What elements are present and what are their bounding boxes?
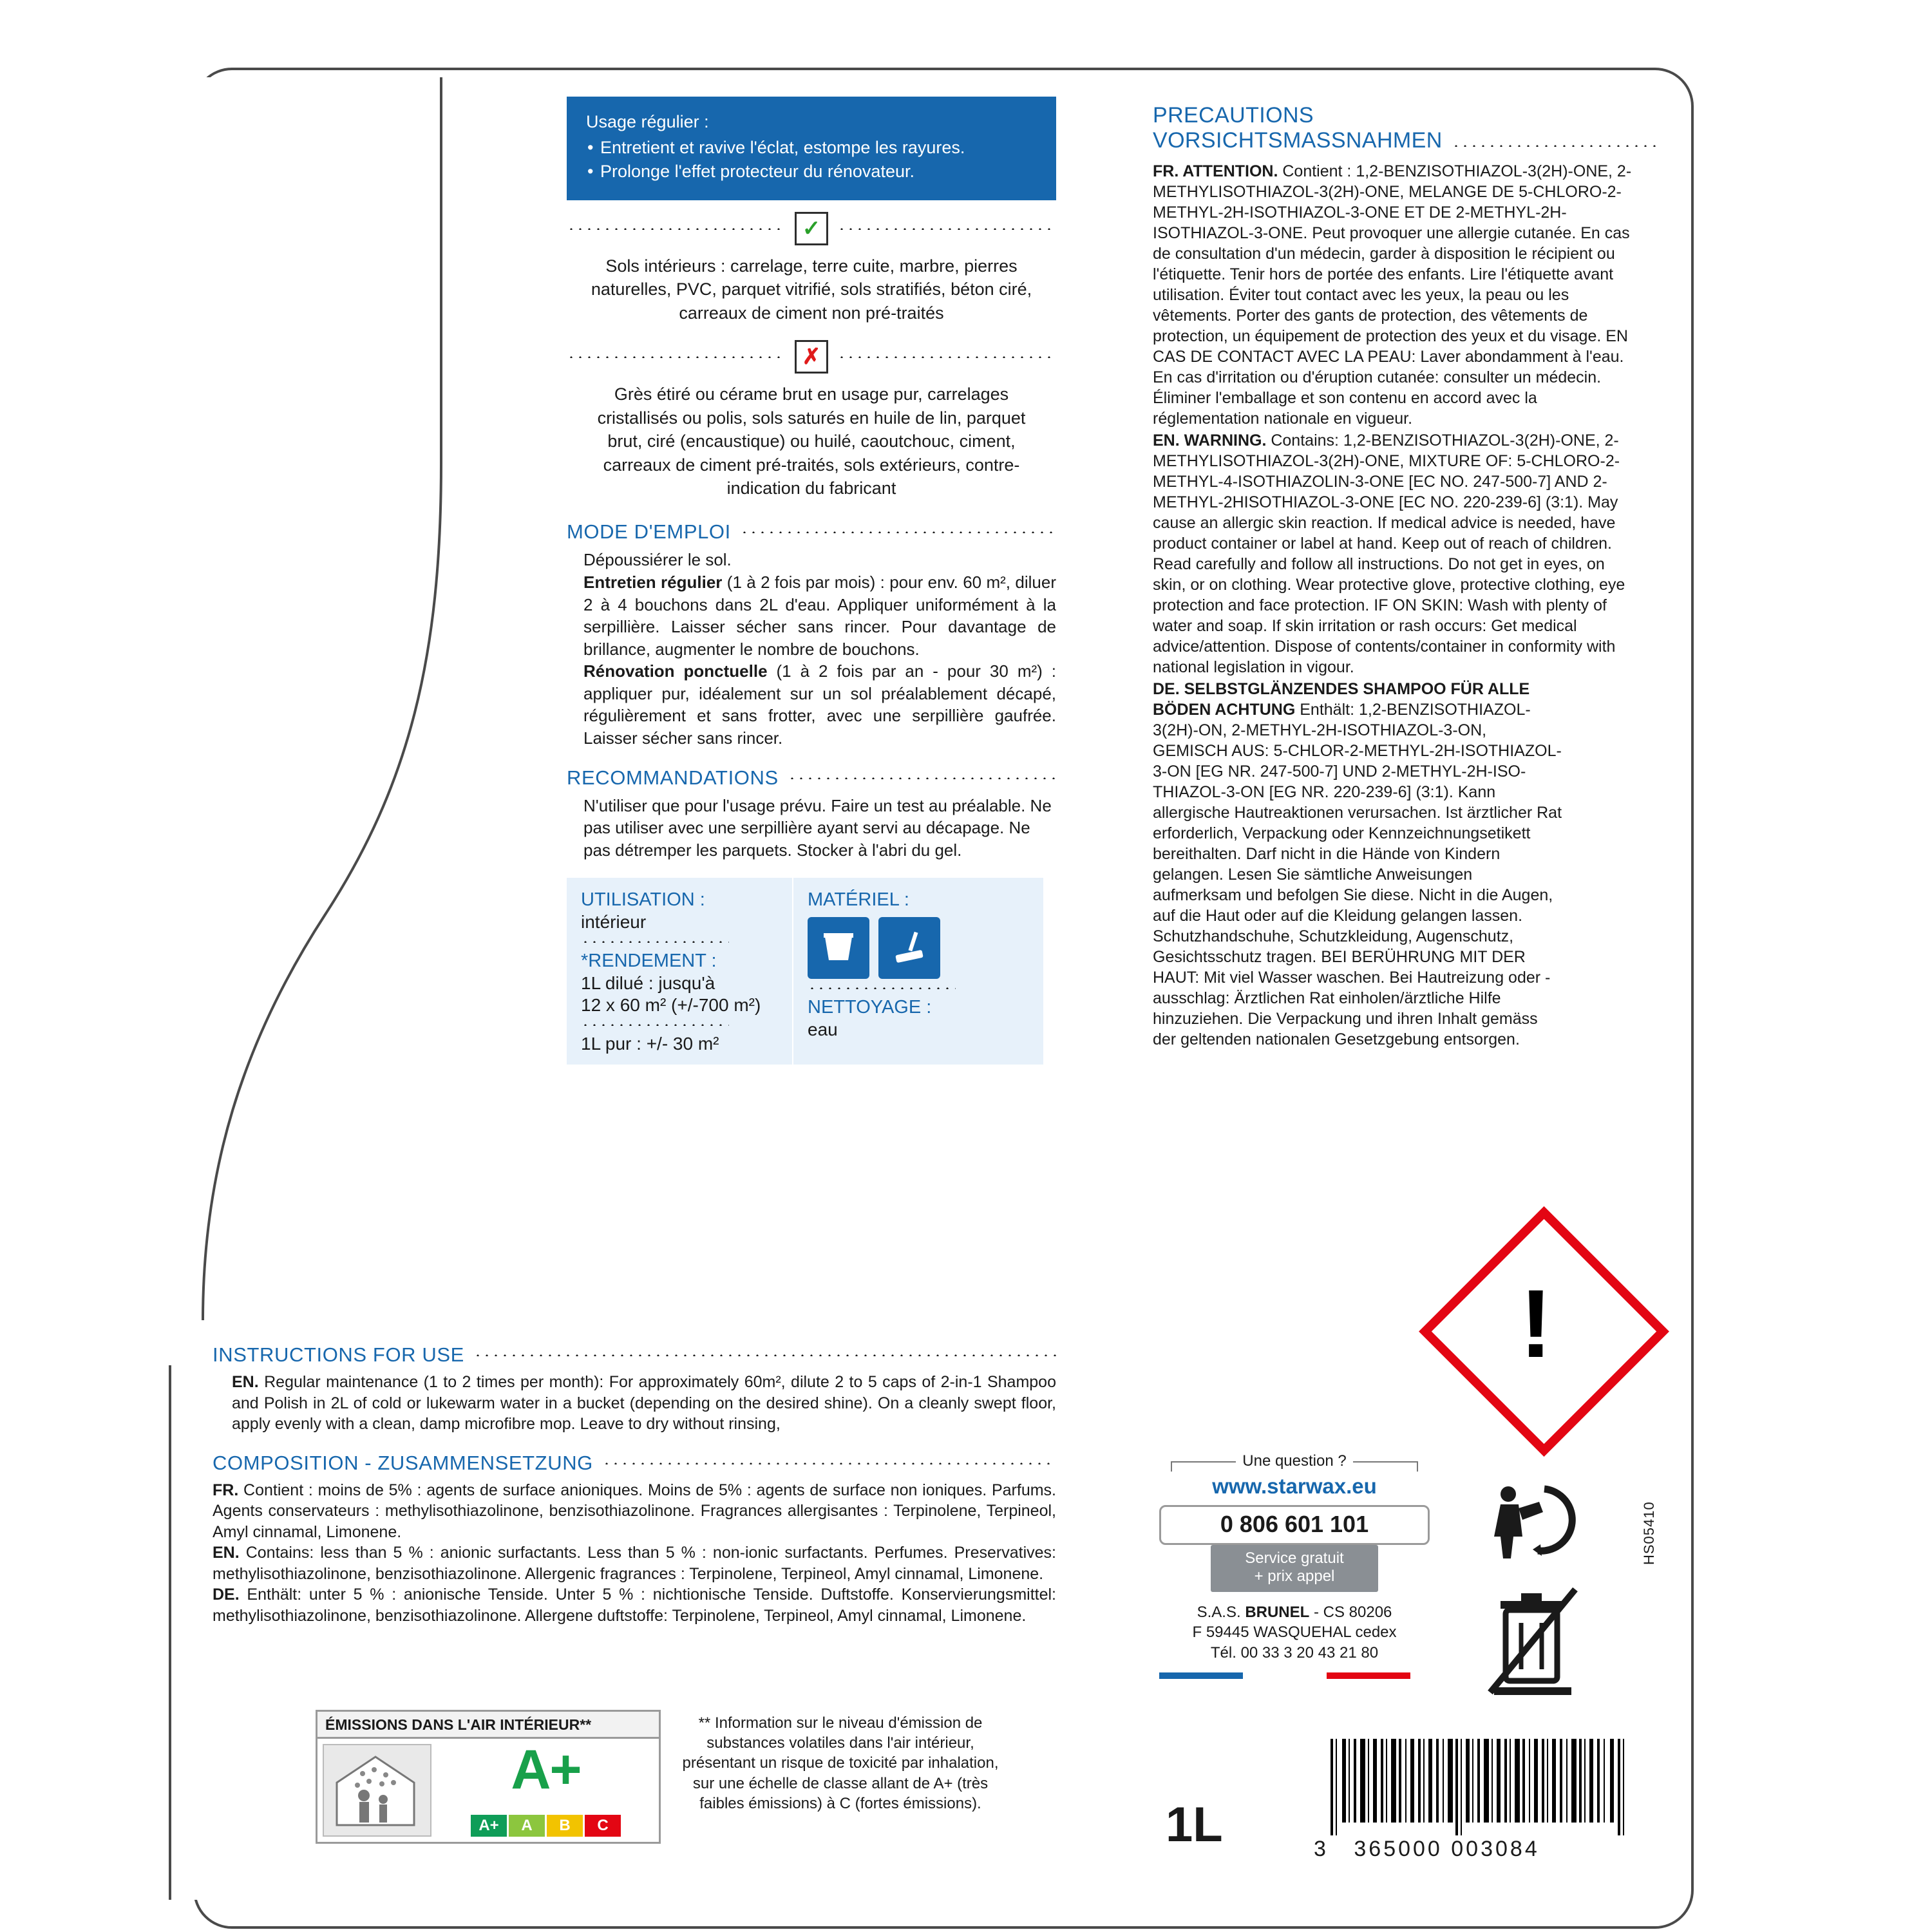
regular-use-list xyxy=(586,137,1038,184)
dotted-line xyxy=(567,355,786,358)
dotted-line xyxy=(808,987,956,989)
mode-demploi-renovation xyxy=(567,660,1056,749)
rendement-label: *RENDEMENT : xyxy=(581,951,717,972)
dotted-line xyxy=(740,531,1056,533)
recommandations-text: N'utiliser que pour l'usage prévu. Faire un test au préalable. Ne pas utiliser avec une serpillière ayant servi au décapage. Ne pas détremper les parquets. Stocker à l'abri du gel. xyxy=(583,795,1052,860)
precautions-de-label: DE. SELBSTGLÄNZENDES SHAMPOO FÜR ALLE BÖDEN ACHTUNG xyxy=(1153,680,1530,719)
composition-en-text: Contains: less than 5 % : anionic surfactants. Less than 5 % : non-ionic surfactants. Perfumes. Preservatives: methylisothiazolinone, benzisothiazolinone. Allergenic fragrances : Terpinolene, Terpineol, Amyl cinnamal, Limonene. xyxy=(213,1544,1056,1583)
recycling-person-icon xyxy=(1468,1475,1604,1575)
rendement-value-1: 1L dilué : jusqu'à xyxy=(581,973,715,994)
composition-de xyxy=(213,1584,1056,1626)
flag-red xyxy=(1327,1672,1410,1679)
label-notch-edge xyxy=(169,1320,198,1900)
internal-code: HS05410 xyxy=(1641,1501,1657,1565)
flag-white xyxy=(1243,1672,1327,1679)
precautions-fr-text: Contient : 1,2-BENZISOTHIAZOL-3(2H)-ONE, 2-METHYLISOTHIAZOL-3(2H)-ONE, MELANGE DE 5-CHLORO-2-METHYL-2H-ISOTHIAZOL-3-ONE ET DE 2-METHYL-2H-ISOTHIAZOL-3-ONE. Peut provoquer une allergie cutanée. En cas de consultation d'un médecin, garder à disposition le récipient ou l'étiquette. Tenir hors de portée des enfants. Lire l'étiquette avant utilisation. Éviter tout contact avec les yeux, la peau ou les vêtements. Porter des gants de protection, des vêtements de protection, un équipement de protection des yeux et du visage. EN CAS DE CONTACT AVEC LA PEAU: Laver abondamment à l'eau. En cas d'irritation ou d'éruption cutanée: consulter un médecin. Éliminer l'emballage et son contenu en accord avec la réglementation nationale en vigueur. xyxy=(1153,162,1632,428)
instructions-body: Regular maintenance (1 to 2 times per month): For approximately 60m², dilute 2 to 5 caps of 2-in-1 Shampoo and Polish in 2L of cold or lukewarm water in a bucket (depending on the desired shine). On a cleanly swept floor, apply evenly with a clean, damp microfibre mop. Leave to dry without rinsing, xyxy=(232,1373,1056,1433)
barcode-digits: 365000 003084 xyxy=(1354,1837,1540,1861)
crossed-out-wheelie-bin-icon xyxy=(1481,1584,1591,1703)
dotted-line xyxy=(567,227,786,230)
check-icon: ✓ xyxy=(795,212,828,245)
dotted-line xyxy=(837,227,1056,230)
list-item: • Entretient et ravive l'éclat, estompe les rayures. xyxy=(586,137,1038,160)
recommandations-heading xyxy=(567,766,1056,790)
precautions-heading xyxy=(1153,103,1662,153)
scale-item: B xyxy=(547,1815,583,1837)
nettoyage-label: NETTOYAGE : xyxy=(808,997,932,1018)
list-item: • Prolonge l'effet protecteur du rénovateur. xyxy=(586,160,1038,184)
rendement-value-2: 12 x 60 m² (+/-700 m²) xyxy=(581,995,761,1016)
flag-bar xyxy=(1159,1672,1430,1679)
instructions-lang-label: EN. xyxy=(232,1373,259,1391)
emissions-note: ** Information sur le niveau d'émission de substances volatiles dans l'air intérieur, présentant un risque de toxicité par inhalation, sur une échelle de classe allant de A+ (très faibles émissions) à C (fortes émissions). xyxy=(682,1714,999,1812)
address-line: F 59445 WASQUEHAL cedex xyxy=(1192,1624,1397,1642)
regular-use-title: Usage régulier : xyxy=(586,112,709,131)
cross-icon: ✗ xyxy=(795,340,828,374)
emissions-grades xyxy=(431,1739,654,1837)
phone-number: 0 806 601 101 xyxy=(1159,1505,1430,1545)
scale-item: A xyxy=(509,1815,545,1837)
bucket-icon xyxy=(808,917,869,979)
tel-line: Tél. 00 33 3 20 43 21 80 xyxy=(1210,1643,1379,1662)
house-icon xyxy=(323,1744,431,1837)
precautions-fr xyxy=(1153,161,1642,429)
precautions-en xyxy=(1153,430,1642,677)
rendement-value-3: 1L pur : +/- 30 m² xyxy=(581,1034,719,1054)
instructions-text xyxy=(213,1372,1056,1435)
section-title: COMPOSITION - ZUSAMMENSETZUNG xyxy=(213,1451,593,1474)
dotted-line xyxy=(788,777,1056,779)
dotted-line xyxy=(581,940,729,943)
phone-note-line2: + prix appel xyxy=(1254,1567,1335,1586)
scale-item: A+ xyxy=(471,1815,507,1837)
section-title: INSTRUCTIONS FOR USE xyxy=(213,1343,464,1366)
phone-note xyxy=(1211,1545,1378,1592)
emissions-scale xyxy=(471,1815,621,1837)
bottom-sections xyxy=(213,1327,1056,1626)
dotted-line xyxy=(602,1462,1056,1464)
composition-en xyxy=(213,1542,1056,1584)
composition-de-text: Enthält: unter 5 % : anionische Tenside. Unter 5 % : nichtionische Tenside. Duftstoffe. Konservierungsmittel: methylisothiazolinone, benzisothiazolinone. Allergene duftstoffe: Terpinolene, Terpineol, Amyl cinnamal, Limonene. xyxy=(213,1586,1056,1625)
precautions-en-text: Contains: 1,2-BENZISOTHIAZOL-3(2H)-ONE, 2-METHYLISOTHIAZOL-3(2H)-ONE, MIXTURE OF: 5-CHLORO-2-METHYL-4-ISOTHIAZOLIN-3-ONE [EC NO. 247-500-7] AND 2-METHYL-2HISOTHIAZOL-3-ONE [EC NO. 220-239-6] (3:1). May cause an allergic skin reaction. If medical advice is needed, have product container or label at hand. Keep out of reach of children. Read carefully and follow all instructions. Do not get in eyes, on skin, or on clothing. Wear protective glove, protective clothing, eye protection and face protection. IF ON SKIN: Wash with plenty of water and soap. If skin irritation or rash occurs: Get medical advice/attention. Dispose of contents/container in conformity with national legislation in vigour. xyxy=(1153,431,1625,677)
materiel-icons xyxy=(808,917,1032,979)
instructions-heading xyxy=(213,1343,1056,1367)
nettoyage-value: eau xyxy=(808,1019,838,1040)
usage-info-panel xyxy=(567,878,1043,1065)
flag-blue xyxy=(1159,1672,1243,1679)
section-title: MODE D'EMPLOI xyxy=(567,520,731,544)
regular-use-box xyxy=(567,97,1056,200)
precautions-de-text: Enthält: 1,2-BENZISOTHIAZOL-3(2H)-ON, 2-METHYL-2H-ISOTHIAZOL-3-ON, GEMISCH AUS: 5-CHLOR-2-METHYL-2H-ISOTHIAZOL-3-ON [EG NR. 247-500-7] UND 2-METHYL-2H-ISO-THIAZOL-3-ON [EG NR. 220-239-6] (3:1). Kann allergische Hautreaktionen verursachen. Ist ärztlicher Rat erforderlich, Verpackung oder Kennzeichnungsetikett bereithalten. Darf nicht in die Hände von Kindern gelangen. Lesen Sie sämtliche Anweisungen aufmerksam und befolgen Sie diese. Nicht in die Augen, auf die Haut oder auf die Kleidung gelangen lassen. Schutzhandschuhe, Schutzkleidung, Augenschutz, Gesichtsschutz tragen. BEI BERÜHRUNG MIT DER HAUT: Mit viel Wasser waschen. Bei Hautreizung oder -ausschlag: Ärztlichen Rat einholen/ärztliche Hilfe hinzuziehen. Die Verpackung und ihren Inhalt gemäss der geltenden nationalen Gesetzgebung entsorgen. xyxy=(1153,701,1562,1049)
suitable-surfaces-text: Sols intérieurs : carrelage, terre cuite, marbre, pierres naturelles, PVC, parquet vitrifié, sols stratifiés, béton ciré, carreaux de ciment non pré-traités xyxy=(591,256,1032,323)
emissions-label xyxy=(316,1710,661,1844)
composition-heading xyxy=(213,1452,1056,1475)
emissions-grade: A+ xyxy=(511,1739,581,1801)
unsuitable-divider xyxy=(567,340,1056,374)
question-line xyxy=(1159,1452,1430,1472)
exclamation-mark-icon: ! xyxy=(1520,1269,1552,1378)
precautions-title-de: VORSICHTSMASSNAHMEN xyxy=(1153,128,1443,153)
usage-info-right xyxy=(792,878,1043,1065)
precautions-body xyxy=(1153,161,1642,1050)
phone-note-line1: Service gratuit xyxy=(1245,1549,1344,1567)
section-title: RECOMMANDATIONS xyxy=(567,766,779,789)
label-left-curve xyxy=(164,77,615,1365)
composition-fr-label: FR. xyxy=(213,1481,239,1499)
right-column xyxy=(1153,103,1662,1051)
precautions-title xyxy=(1153,103,1443,153)
mode-demploi-regular xyxy=(567,571,1056,660)
precautions-fr-label: FR. ATTENTION. xyxy=(1153,162,1278,181)
mode-demploi-renovation-label: Rénovation ponctuelle xyxy=(583,661,768,681)
mode-demploi-regular-label: Entretien régulier xyxy=(583,572,723,592)
company-line xyxy=(1159,1602,1430,1623)
precautions-title-fr: PRECAUTIONS xyxy=(1153,103,1314,128)
utilisation-value: intérieur xyxy=(581,912,647,933)
composition-en-label: EN. xyxy=(213,1544,240,1562)
emissions-title: ÉMISSIONS DANS L'AIR INTÉRIEUR** xyxy=(325,1716,592,1733)
dotted-line xyxy=(837,355,1056,358)
emissions-body xyxy=(317,1737,659,1842)
composition-fr-text: Contient : moins de 5% : agents de surface anioniques. Moins de 5% : agents de surface non ioniques. Parfums. Agents conservateurs : methylisothiazolinone, benzisothiazolinone. Fragrances allergisantes : Terpinolene, Terpineol, Amyl cinnamal, Limonene. xyxy=(213,1481,1056,1541)
left-column xyxy=(567,97,1056,1065)
volume-label: 1L xyxy=(1166,1797,1223,1852)
company-suffix: - CS 80206 xyxy=(1309,1603,1392,1621)
unsuitable-surfaces-text: Grès étiré ou cérame brut en usage pur, carrelages cristallisés ou polis, sols saturés en huile de lin, parquet brut, ciré (encaustique) ou huilé, caoutchouc, ciment, carreaux de ciment pré-traités, sols extérieurs, contre-indication du fabricant xyxy=(597,384,1026,498)
mode-demploi-renovation-text: (1 à 2 fois par an - pour 30 m²) : appliquer pur, idéalement sur un sol préalablement décapé, régulièrement et sans frotter, avec une serpillière gaufrée. Laisser sécher sans rincer. xyxy=(583,661,1056,748)
dotted-line xyxy=(473,1354,1056,1356)
ghs-pictogram xyxy=(1423,1211,1649,1436)
composition-de-label: DE. xyxy=(213,1586,240,1604)
question-label: Une question ? xyxy=(1236,1452,1352,1470)
scale-item: C xyxy=(585,1815,621,1837)
dotted-line xyxy=(581,1023,729,1026)
barcode-lead-digit: 3 xyxy=(1314,1837,1329,1861)
mode-demploi-heading xyxy=(567,520,1056,544)
precautions-de xyxy=(1153,679,1565,1050)
usage-info-left xyxy=(567,878,792,1065)
precautions-en-label: EN. WARNING. xyxy=(1153,431,1267,450)
dotted-line xyxy=(1452,144,1662,147)
materiel-label: MATÉRIEL : xyxy=(808,889,909,911)
company-address xyxy=(1159,1602,1430,1663)
composition-fr xyxy=(213,1480,1056,1543)
barcode-number xyxy=(1314,1837,1649,1862)
website-link[interactable]: www.starwax.eu xyxy=(1212,1474,1377,1498)
mode-demploi-intro: Dépoussiérer le sol. xyxy=(583,550,732,570)
mode-demploi-regular-text: (1 à 2 fois par mois) : pour env. 60 m², diluer 2 à 4 bouchons dans 2L d'eau. Appliquer uniformément à la serpillière. Laisser sécher sans rincer. Pour davantage de brillance, augmenter le nombre de bouchons. xyxy=(583,572,1056,659)
company-name: BRUNEL xyxy=(1245,1603,1310,1621)
utilisation-label: UTILISATION : xyxy=(581,889,705,911)
suitable-divider xyxy=(567,212,1056,245)
company-prefix: S.A.S. xyxy=(1197,1603,1245,1621)
mop-icon xyxy=(878,917,940,979)
contact-block xyxy=(1159,1452,1430,1679)
